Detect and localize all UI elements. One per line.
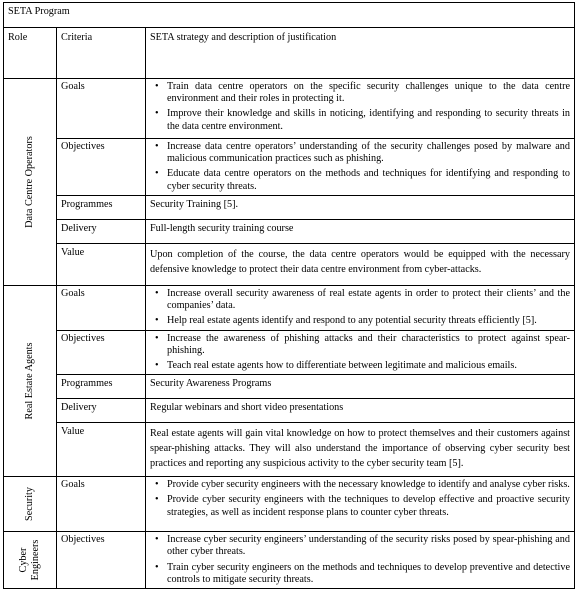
strategy-cell — [146, 79, 575, 139]
role-label: Cyber Engineers — [18, 539, 41, 581]
criteria-cell: Programmes — [57, 196, 146, 220]
header-criteria: Criteria — [57, 28, 146, 79]
strategy-cell — [146, 477, 575, 532]
criteria-cell: Delivery — [57, 399, 146, 423]
criteria-cell: Programmes — [57, 375, 146, 399]
strategy-cell: Upon completion of the course, the data centre operators would be equipped with the necessary defensive knowledge to protect their data centre environment from cyber-attacks. — [146, 244, 575, 286]
strategy-cell — [146, 532, 575, 589]
table-row — [4, 330, 575, 375]
table-row — [4, 220, 575, 244]
criteria-cell: Delivery — [57, 220, 146, 244]
table-row — [4, 375, 575, 399]
criteria-cell: Goals — [57, 477, 146, 532]
criteria-cell: Objectives — [57, 532, 146, 589]
strategy-cell: Real estate agents will gain vital knowledge on how to protect themselves and their customers against spear-phishing attacks. They will also understand the importance of observing cyber security best practices and reporting any suspicious activity to the cyber security team [5]. — [146, 423, 575, 477]
criteria-cell: Goals — [57, 286, 146, 331]
list-item: • Train data centre operators on the specific security challenges unique to the data centre environment and their roles in protecting it. — [150, 81, 570, 105]
table-row — [4, 399, 575, 423]
strategy-cell: Security Awareness Programs — [146, 375, 575, 399]
role-cell-security — [4, 477, 57, 532]
table-row — [4, 423, 575, 477]
bullet-list — [150, 534, 570, 586]
list-item: • Educate data centre operators on the methods and techniques for identifying and responding to cyber security threats. — [150, 168, 570, 192]
list-item: • Increase cyber security engineers’ understanding of the security risks posed by spear-phishing and other cyber threats. — [150, 534, 570, 558]
role-label: Data Centre Operators — [24, 136, 35, 228]
criteria-cell: Value — [57, 423, 146, 477]
table-row — [4, 196, 575, 220]
seta-program-table — [3, 2, 575, 589]
list-item: • Increase data centre operators’ understanding of the security challenges posed by malware and malicious communication practices such as phishing. — [150, 141, 570, 165]
criteria-cell: Objectives — [57, 330, 146, 375]
bullet-list — [150, 81, 570, 133]
role-label: Real Estate Agents — [24, 342, 35, 420]
list-item: • Provide cyber security engineers with the necessary knowledge to identify and analyse cyber risks. — [150, 479, 570, 491]
criteria-cell: Goals — [57, 79, 146, 139]
strategy-cell: Full-length security training course — [146, 220, 575, 244]
role-label: Security — [24, 487, 35, 522]
list-item: • Increase overall security awareness of real estate agents in order to protect their clients’ and the companies’ data. — [150, 288, 570, 312]
table-row — [4, 139, 575, 196]
table-row — [4, 286, 575, 331]
header-strategy: SETA strategy and description of justification — [146, 28, 575, 79]
strategy-cell — [146, 330, 575, 375]
bullet-list — [150, 333, 570, 373]
role-cell-cyber-engineers — [4, 532, 57, 589]
table-row — [4, 79, 575, 139]
table-row — [4, 244, 575, 286]
strategy-cell — [146, 286, 575, 331]
role-cell-data-centre-operators — [4, 79, 57, 286]
list-item: • Help real estate agents identify and respond to any potential security threats efficiently [5]. — [150, 315, 570, 327]
bullet-list — [150, 288, 570, 328]
table-row — [4, 477, 575, 532]
seta-program-document — [3, 2, 574, 589]
strategy-cell: Security Training [5]. — [146, 196, 575, 220]
list-item: • Provide cyber security engineers with the techniques to develop effective and proactive security strategies, as well as incident response plans to counter cyber threats. — [150, 494, 570, 518]
criteria-cell: Value — [57, 244, 146, 286]
table-row — [4, 532, 575, 589]
strategy-cell — [146, 139, 575, 196]
strategy-cell: Regular webinars and short video presentations — [146, 399, 575, 423]
header-row — [4, 28, 575, 79]
bullet-list — [150, 479, 570, 519]
bullet-list — [150, 141, 570, 193]
table-title: SETA Program — [4, 3, 575, 28]
criteria-cell: Objectives — [57, 139, 146, 196]
header-role: Role — [4, 28, 57, 79]
list-item: • Teach real estate agents how to differentiate between legitimate and malicious emails. — [150, 360, 570, 372]
list-item: • Increase the awareness of phishing attacks and their characteristics to protect against spear-phishing. — [150, 333, 570, 357]
role-cell-real-estate-agents — [4, 286, 57, 477]
list-item: • Improve their knowledge and skills in noticing, identifying and responding to security threats in the data centre environment. — [150, 108, 570, 132]
title-row — [4, 3, 575, 28]
list-item: • Train cyber security engineers on the methods and techniques to develop preventive and detective controls to mitigate security threats. — [150, 562, 570, 586]
